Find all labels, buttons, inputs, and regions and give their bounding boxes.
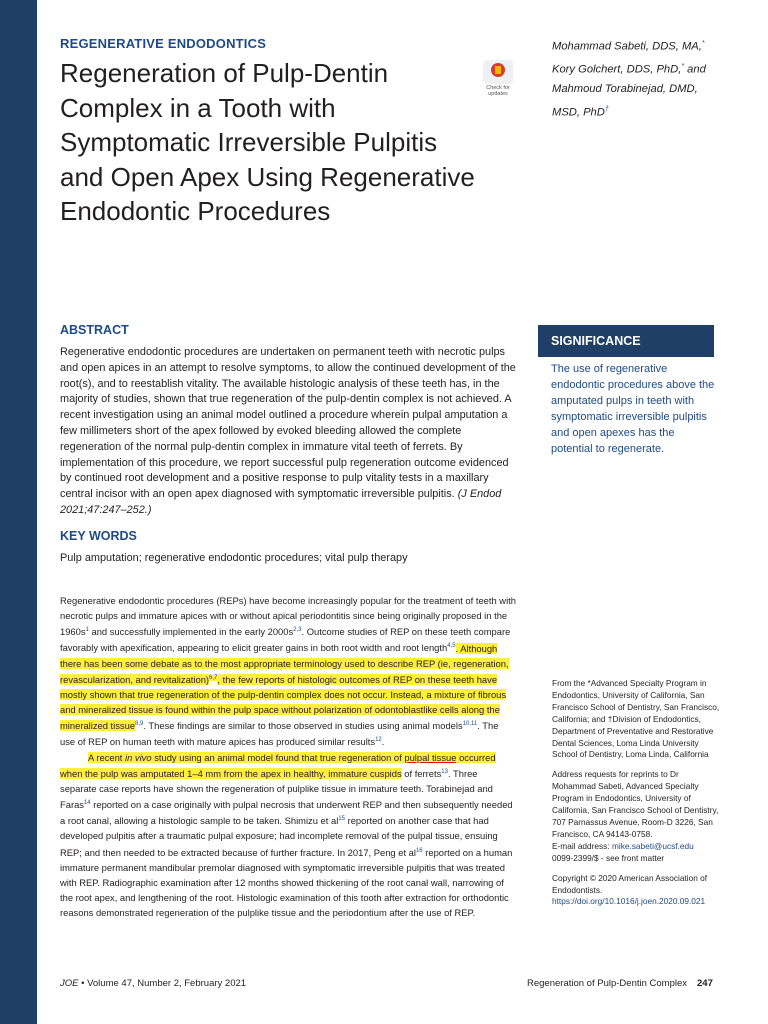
- author-and: and: [684, 63, 706, 76]
- affiliation-from: From the *Advanced Specialty Program in Endodontics, University of California, San Francisco School of Dentistry, San Francisco, California; and †Division of Endodontics, Department of Preventative and Restorative Dental Sciences, Loma Linda University School of Dentistry, Loma Linda, California: [552, 678, 720, 760]
- ref-link[interactable]: 6,7: [209, 674, 218, 681]
- ref-link[interactable]: 10,11: [462, 721, 478, 728]
- author-list: [552, 34, 742, 123]
- ref-link[interactable]: 13: [441, 768, 448, 775]
- affiliation-notes: [552, 678, 720, 916]
- keywords-heading: KEY WORDS: [60, 529, 137, 543]
- ref-link[interactable]: 15: [338, 816, 345, 823]
- author-1-mark: *: [701, 40, 705, 47]
- check-updates-icon: [483, 60, 513, 84]
- body-text: [60, 593, 516, 920]
- copyright-note: Copyright © 2020 American Association of Endodontists. https://doi.org/10.1016/j.joen.2020.09.021: [552, 872, 708, 907]
- ref-link[interactable]: 14: [83, 799, 91, 806]
- abstract-citation: (J Endod 2021;47:247–252.): [60, 488, 502, 516]
- doi-link[interactable]: https://doi.org/10.1016/j.joen.2020.09.021: [552, 896, 706, 907]
- author-3-mark: †: [604, 105, 609, 113]
- reprint-address: Address requests for reprints to Dr Mohammad Sabeti, Advanced Specialty Program in Endodontics, University of California, San Francisco School of Dentistry, 707 Parnassus Avenue, Room-D 3226, San Francisco, CA 94143-0758. E-mail address: mike.sabeti@ucsf.edu 0099-2399/$ - see front matter: [552, 769, 719, 863]
- ref-link[interactable]: 4,5: [447, 643, 456, 650]
- ref-link[interactable]: 1: [85, 627, 89, 634]
- author-2-mark: *: [681, 63, 685, 71]
- ref-link[interactable]: 2,3: [293, 627, 302, 634]
- page-number: 247: [697, 978, 713, 989]
- author-3: Mahmoud Torabinejad, DMD,: [552, 83, 698, 96]
- keywords-text: Pulp amputation; regenerative endodontic procedures; vital pulp therapy: [60, 552, 408, 564]
- highlight: . Although there has been some debate as to the most appropriate terminology used to describe REP (ie, regeneration, revascularization, and revitalization): [60, 642, 509, 685]
- author-2: Kory Golchert, DDS, PhD,: [552, 63, 682, 76]
- significance-text: The use of regenerative endodontic procedures above the amputated pulps in teeth with symptomatic irreversible pulpitis and open apexes has the potential to regenerate.: [551, 363, 715, 456]
- significance-heading: SIGNIFICANCE: [538, 325, 714, 357]
- highlight: , the few reports of histologic outcomes of REP on these teeth have mostly shown that true regeneration of the pulp-dentin complex does not occur. Instead, a mixture of fibrous and mineralized tissue is found within the pulp space without polarization of odontoblastlike cells along the mineralized tissue: [60, 673, 507, 732]
- ref-link[interactable]: 12: [375, 737, 382, 744]
- abstract-heading: ABSTRACT: [60, 323, 129, 337]
- email-link[interactable]: mike.sabeti@ucsf.edu: [611, 840, 694, 851]
- section-label: REGENERATIVE ENDODONTICS: [60, 36, 267, 51]
- abstract-text: [60, 345, 520, 519]
- abstract-body: Regenerative endodontic procedures are undertaken on permanent teeth with necrotic pulps and open apices in an attempt to resolve symptoms, to allow the continued development of the root(s), and to reestablish vitality. The available histologic analysis of these teeth has, in the majority of studies, shown that true regeneration of the pulp-dentin complex is not achieved. A recent investigation using an animal model outlined a procedure wherein pulpal amputation a few millimeters short of the apex followed by evoked bleeding allowed the complete regeneration of the normal pulp-dentin complex in immature vital teeth of ferrets. By implementation of this procedure, we report successful pulp regeneration outcome evidenced by continued root development and a positive response to pulp vitality tests in a maxillary central incisor with an open apex diagnosed with symptomatic irreversible pulpitis.: [60, 346, 516, 501]
- check-updates-label: Check for updates: [486, 85, 510, 97]
- body-paragraph-2: A recent in vivo study using an animal model found that true regeneration of pulpal tissue occurred when the pulp was amputated 1–4 mm from the apex in healthy, immature cuspids of ferrets$^{13}$. Three separate case reports have shown the regeneration of pulplike tissue in immature teeth. Torabinejad and Faras$^{14}$ reported on a case originally with pulpal necrosis that underwent REP and then subsequently needed a root canal, allowing a histologic sample to be taken. Shimizu et $al^{15}$ reported on another case that had developed pulpitis after a traumatic pulpal exposure; had incomplete removal of the pulpal tissue, ensuing REP; and then needed to be extracted because of further fracture. In 2017, Peng et $al^{16}$ reported on a human immature permanent mandibular premolar diagnosed with symptomatic irreversible pulpitis that was treated with REP. Radiographic examination after 12 months showed thickening of the root canal wall, narrowing of the root apex, and lengthening of the root. Histologic examination of this tooth after extraction for orthodontic reasons demonstrated regeneration of the pulplike tissue and the periodontium after the use of REP.: [60, 751, 513, 918]
- body-paragraph-1: Regenerative endodontic procedures (REPs) have become increasingly popular for the treatment of teeth with necrotic pulps and immature apices with or without apical periodontitis since being originally proposed in the $1960s^1$ and successfully implemented in the early $2000s^{2,3}$. Outcome studies of REP on these teeth compare favorably with apexification, appearing to elicit greater gains in both root width and root length$^{4,5}$. Although there has been some debate as to the most appropriate terminology used to describe REP (ie, regeneration, revascularization, and revitalization)$^{6,7}$, the few reports of histologic outcomes of REP on these teeth have mostly shown that true regeneration of the pulp-dentin complex does not occur. Instead, a mixture of fibrous and mineralized tissue is found within the pulp space without polarization of odontoblastlike cells along the mineralized tissue$^{8,9}$. These findings are similar to those observed in studies using animal models$^{10,11}$. The use of REP on human teeth with mature apices has produced similar results$^{12}$.: [60, 595, 516, 748]
- side-bar: [0, 0, 37, 1024]
- footer-journal: JOE • Volume 47, Number 2, February 2021: [60, 978, 247, 989]
- ref-link[interactable]: 8,9: [135, 721, 144, 728]
- ref-link[interactable]: 16: [415, 847, 423, 854]
- underlined-phrase: pulpal tissue: [404, 751, 457, 763]
- author-3-degree: MSD, PhD: [552, 106, 605, 119]
- author-1: Mohammad Sabeti, DDS, MA,: [552, 40, 702, 53]
- check-for-updates-badge[interactable]: [480, 60, 516, 98]
- article-title: Regeneration of Pulp-Dentin Complex in a Tooth with Symptomatic Irreversible Pulpitis and Open Apex Using Regenerative Endodontic Procedures: [60, 58, 475, 226]
- footer-running-title: Regeneration of Pulp-Dentin Complex: [527, 978, 688, 989]
